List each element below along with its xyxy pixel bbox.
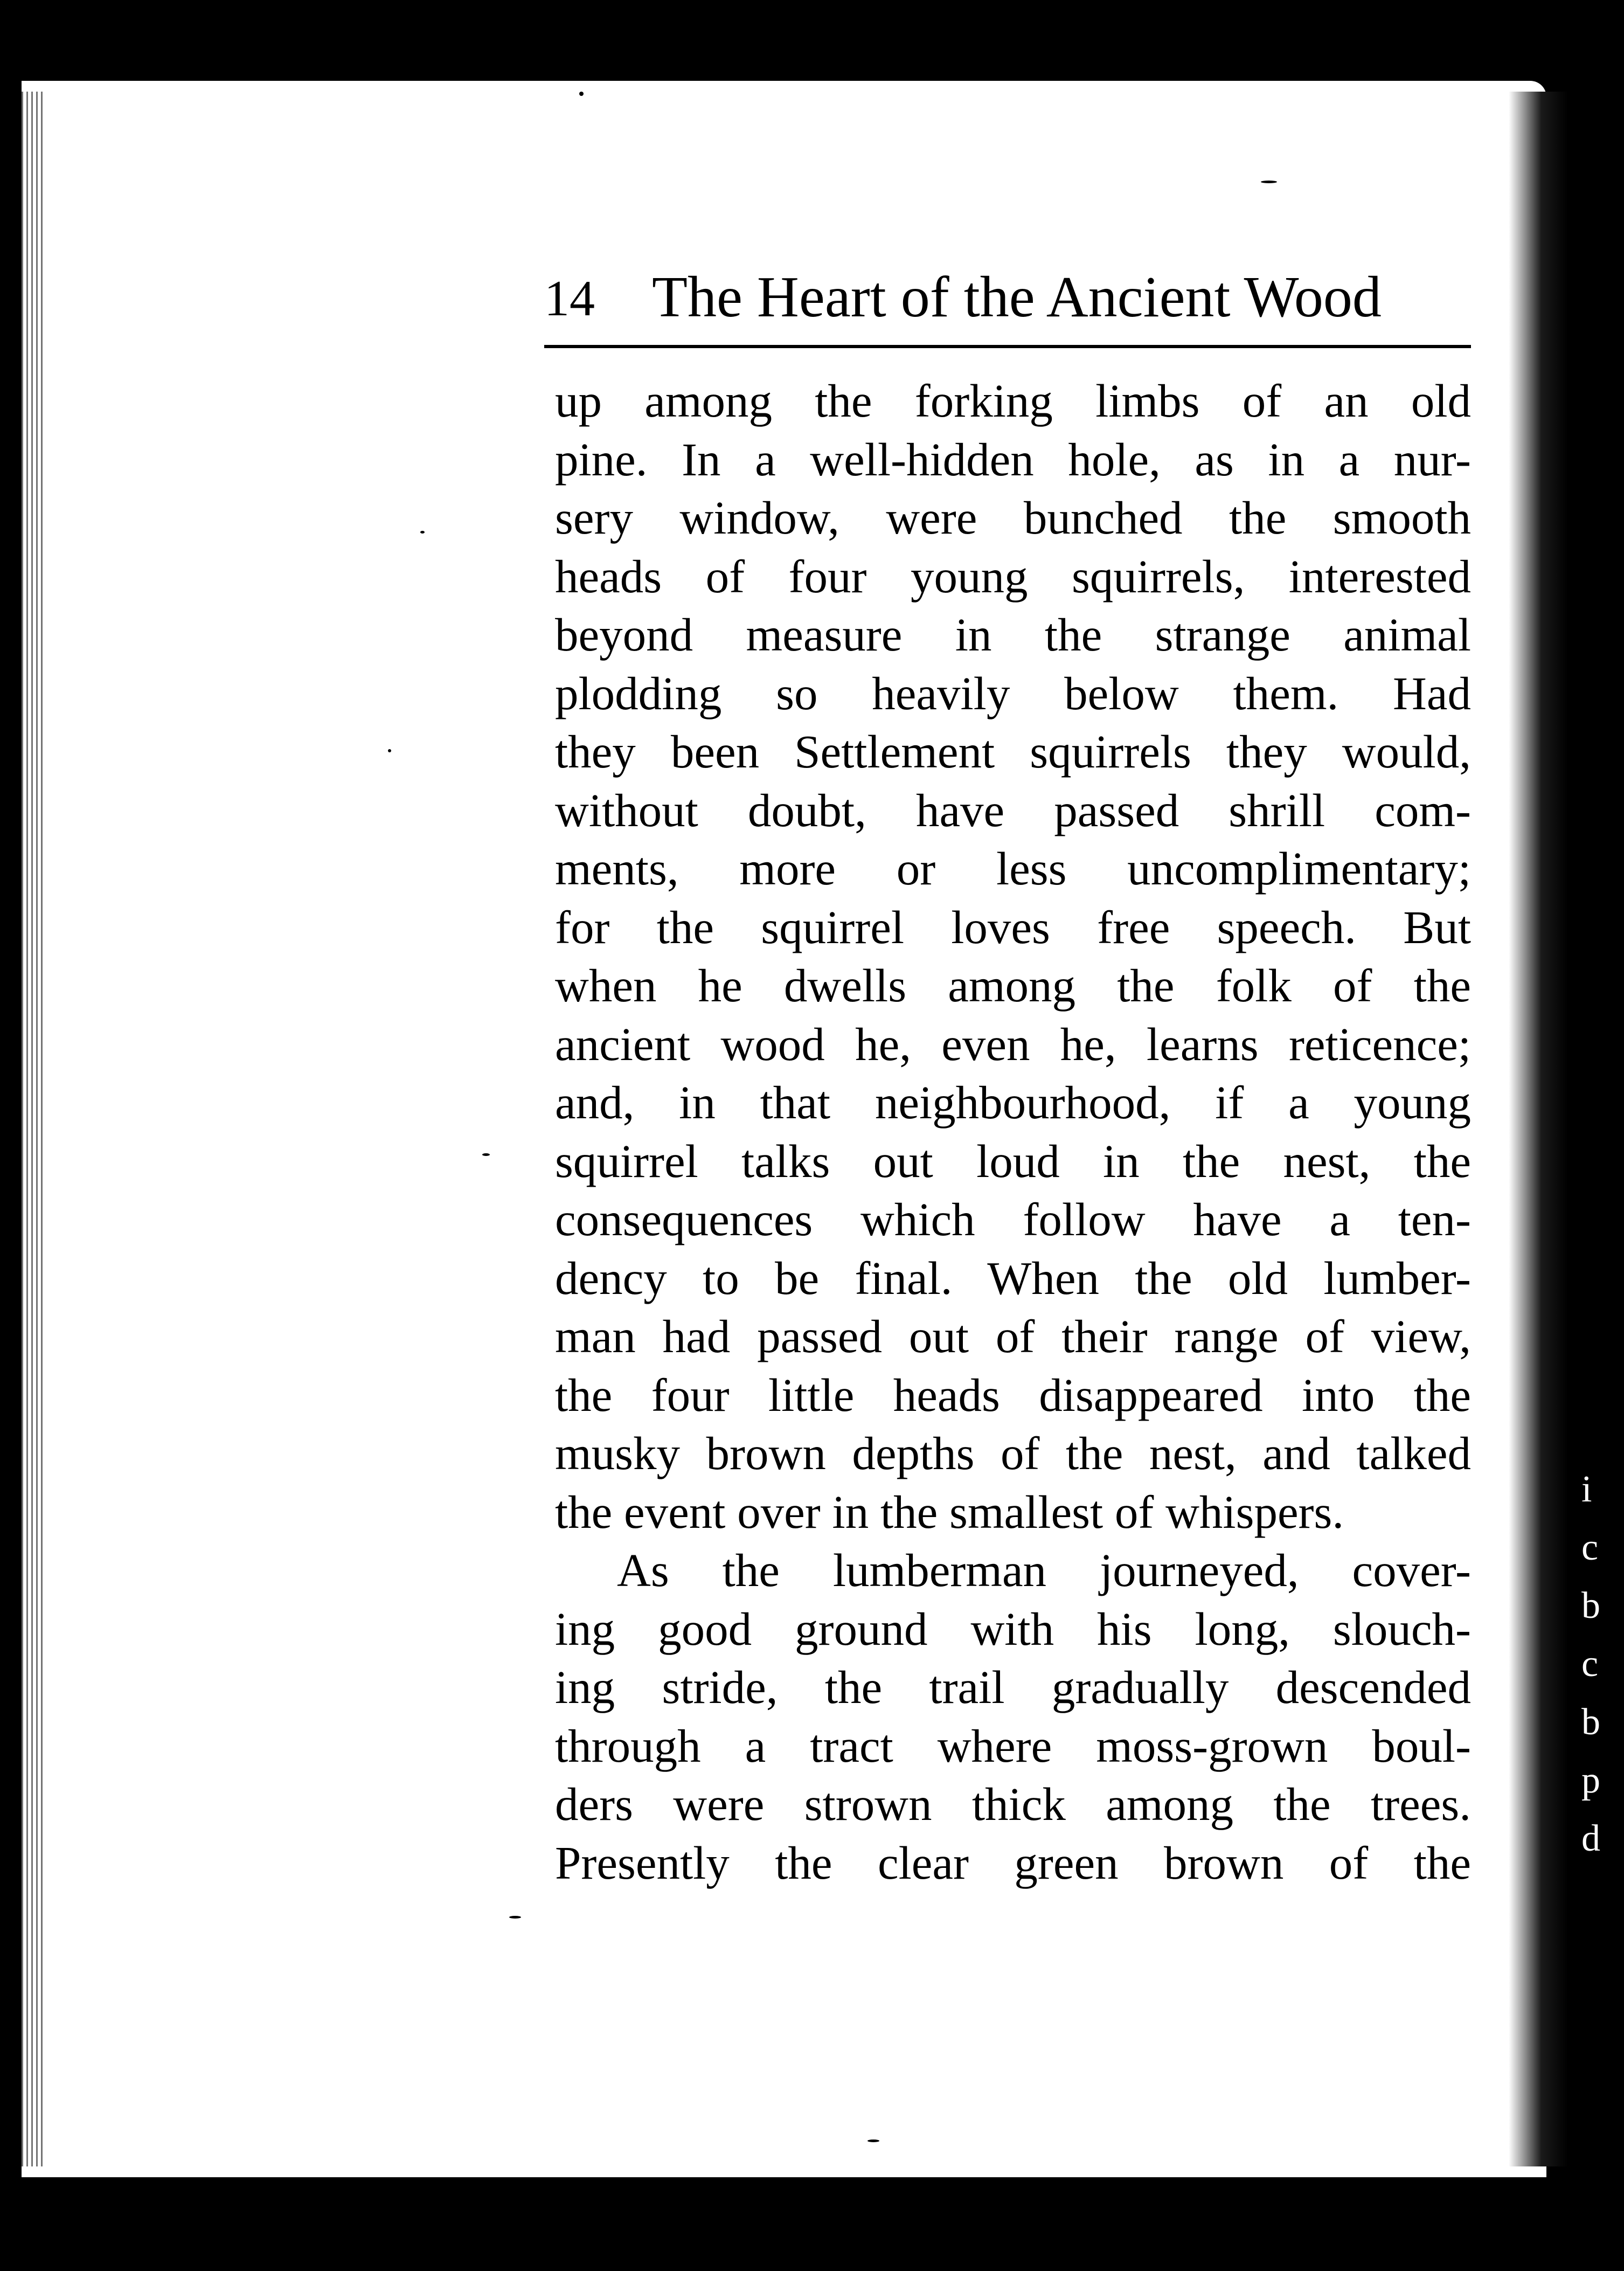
- next-page-fragment: i: [1581, 1469, 1592, 1510]
- text-line: without doubt, have passed shrill com-: [555, 784, 1471, 836]
- text-line: As the lumberman journeyed, cover-: [617, 1544, 1471, 1596]
- text-line: plodding so heavily below them. Had: [555, 667, 1471, 719]
- scan-speck: [1261, 181, 1277, 183]
- text-line: ing good ground with his long, slouch-: [555, 1602, 1471, 1655]
- text-line: ing stride, the trail gradually descended: [555, 1661, 1471, 1713]
- page-header: [544, 259, 1471, 348]
- scan-speck: [388, 749, 391, 752]
- text-line: squirrel talks out loud in the nest, the: [555, 1134, 1471, 1187]
- text-line: up among the forking limbs of an old: [555, 375, 1471, 427]
- text-line: pine. In a well-hidden hole, as in a nur-: [555, 433, 1471, 486]
- next-page-fragments: [1581, 1460, 1624, 1868]
- page-number: 14: [544, 271, 595, 327]
- next-page-fragment: d: [1581, 1818, 1600, 1859]
- scan-speck: [509, 1916, 521, 1919]
- body-text: [555, 372, 1471, 1892]
- text-line: sery window, were bunched the smooth: [555, 491, 1471, 544]
- text-line: the event over in the smallest of whispers.: [555, 1485, 1344, 1538]
- scan-speck: [867, 2140, 879, 2142]
- scan-speck: [482, 1153, 490, 1156]
- text-line: dency to be final. When the old lumber-: [555, 1251, 1471, 1304]
- text-line: musky brown depths of the nest, and talked: [555, 1427, 1471, 1479]
- page-gutter-shadow: [1509, 92, 1568, 2166]
- next-page-fragment: b: [1581, 1585, 1600, 1626]
- text-line: ancient wood he, even he, learns reticence;: [555, 1017, 1471, 1070]
- next-page-fragment: p: [1581, 1760, 1600, 1801]
- text-line: through a tract where moss-grown boul-: [555, 1719, 1471, 1772]
- text-line: and, in that neighbourhood, if a young: [555, 1076, 1471, 1128]
- scan-speck: [579, 92, 584, 96]
- text-line: beyond measure in the strange animal: [555, 608, 1471, 661]
- text-line: ders were strown thick among the trees.: [555, 1778, 1471, 1830]
- next-page-fragment: c: [1581, 1527, 1599, 1568]
- text-line: for the squirrel loves free speech. But: [555, 901, 1471, 953]
- text-line: man had passed out of their range of view,: [555, 1310, 1471, 1362]
- scan-speck: [420, 531, 425, 534]
- text-line: consequences which follow have a ten-: [555, 1193, 1471, 1245]
- page-binding-edge: [22, 92, 43, 2166]
- text-line: when he dwells among the folk of the: [555, 959, 1471, 1012]
- next-page-fragment: c: [1581, 1643, 1599, 1685]
- next-page-fragment: b: [1581, 1701, 1600, 1743]
- text-line: ments, more or less uncomplimentary;: [555, 842, 1471, 895]
- text-line: they been Settlement squirrels they would,: [555, 725, 1471, 778]
- text-line: the four little heads disappeared into the: [555, 1368, 1471, 1421]
- text-line: heads of four young squirrels, interested: [555, 550, 1471, 603]
- running-title: The Heart of the Ancient Wood: [652, 265, 1382, 329]
- text-line: Presently the clear green brown of the: [555, 1836, 1471, 1889]
